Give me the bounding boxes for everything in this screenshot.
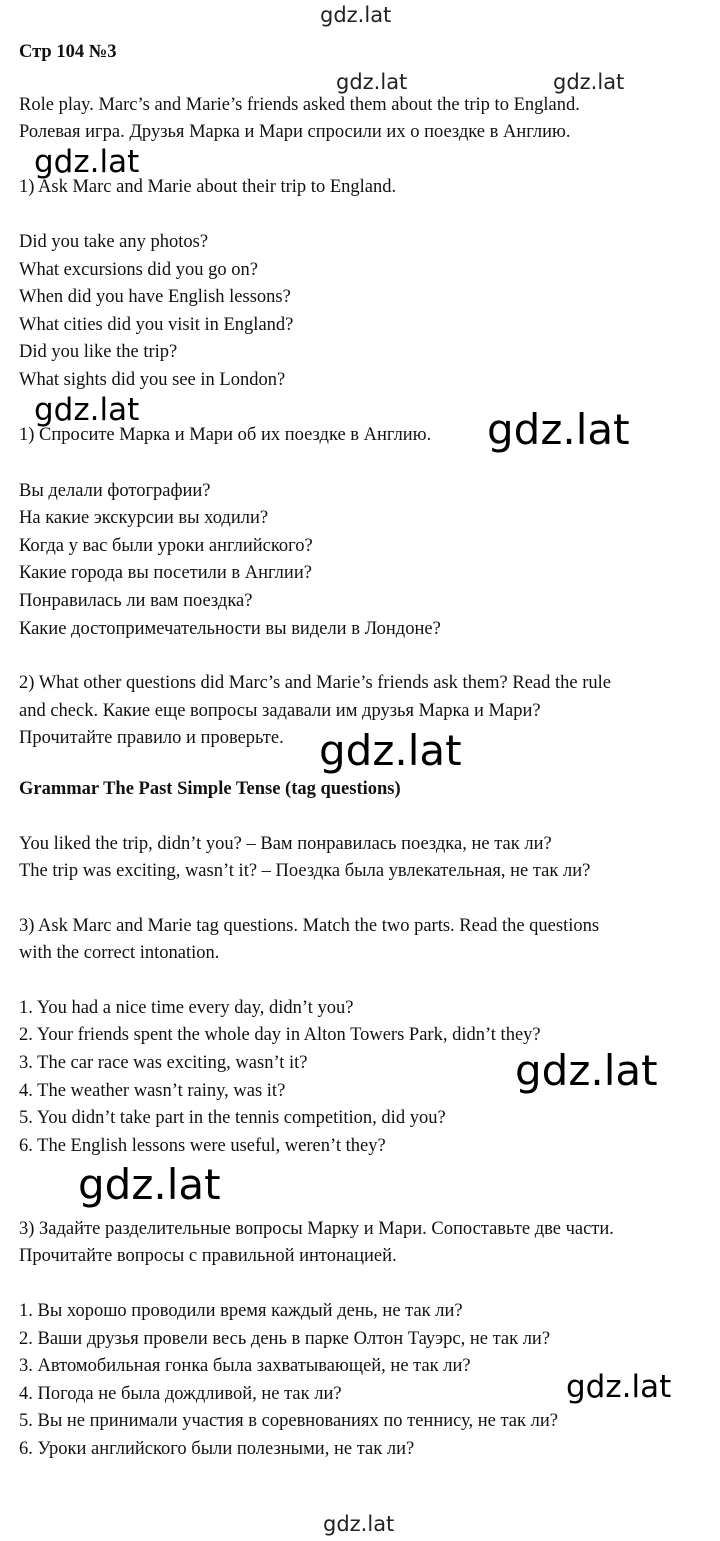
- watermark: gdz.lat: [515, 1046, 658, 1095]
- watermark: gdz.lat: [78, 1160, 221, 1209]
- task3-english-item: 6. The English lessons were useful, weren’t they?: [19, 1136, 386, 1156]
- intro-russian: Ролевая игра. Друзья Марка и Мари спросили их о поездке в Англию.: [19, 122, 571, 142]
- task3-russian-heading: 3) Задайте разделительные вопросы Марку и Мари. Сопоставьте две части.: [19, 1219, 614, 1239]
- task3-russian-item: 5. Вы не принимали участия в соревнованиях по теннису, не так ли?: [19, 1411, 558, 1431]
- task1-russian-question: На какие экскурсии вы ходили?: [19, 508, 269, 528]
- task3-english-item: 3. The car race was exciting, wasn’t it?: [19, 1053, 308, 1073]
- task1-russian-heading: 1) Спросите Марка и Мари об их поездке в Англию.: [19, 425, 432, 445]
- task3-russian-item: 2. Ваши друзья провели весь день в парке Олтон Тауэрс, не так ли?: [19, 1329, 551, 1349]
- grammar-title: Grammar The Past Simple Tense (tag questions): [19, 779, 401, 799]
- task3-russian-item: 1. Вы хорошо проводили время каждый день, не так ли?: [19, 1301, 463, 1321]
- intro-english: Role play. Marc’s and Marie’s friends asked them about the trip to England.: [19, 95, 580, 115]
- task3-english-heading: 3) Ask Marc and Marie tag questions. Match the two parts. Read the questions: [19, 916, 600, 936]
- task1-english-question: When did you have English lessons?: [19, 287, 291, 307]
- task1-english-question: Did you like the trip?: [19, 342, 178, 362]
- task1-english-question: What sights did you see in London?: [19, 370, 286, 390]
- grammar-example: The trip was exciting, wasn’t it? – Поездка была увлекательная, не так ли?: [19, 861, 591, 881]
- task1-russian-question: Когда у вас были уроки английского?: [19, 536, 313, 556]
- task1-english-question: What excursions did you go on?: [19, 260, 258, 280]
- task3-english-heading: with the correct intonation.: [19, 943, 220, 963]
- task1-english-question: What cities did you visit in England?: [19, 315, 294, 335]
- task3-english-item: 4. The weather wasn’t rainy, was it?: [19, 1081, 286, 1101]
- task3-english-item: 5. You didn’t take part in the tennis competition, did you?: [19, 1108, 446, 1128]
- task1-russian-question: Понравилась ли вам поездка?: [19, 591, 253, 611]
- task2-text: 2) What other questions did Marc’s and Marie’s friends ask them? Read the rule: [19, 673, 612, 693]
- task1-russian-question: Какие города вы посетили в Англии?: [19, 563, 312, 583]
- task3-english-item: 1. You had a nice time every day, didn’t you?: [19, 998, 354, 1018]
- task1-russian-question: Вы делали фотографии?: [19, 481, 211, 501]
- task3-russian-item: 3. Автомобильная гонка была захватывающей, не так ли?: [19, 1356, 471, 1376]
- watermark: gdz.lat: [323, 1512, 395, 1536]
- task1-english-question: Did you take any photos?: [19, 232, 209, 252]
- watermark: gdz.lat: [487, 405, 630, 454]
- task1-english-heading: 1) Ask Marc and Marie about their trip to England.: [19, 177, 397, 197]
- watermark: gdz.lat: [320, 3, 392, 27]
- watermark: gdz.lat: [553, 70, 625, 94]
- task1-russian-question: Какие достопримечательности вы видели в Лондоне?: [19, 619, 441, 639]
- task2-text: and check. Какие еще вопросы задавали им друзья Марка и Мари?: [19, 701, 541, 721]
- watermark: gdz.lat: [34, 144, 140, 180]
- task3-russian-heading: Прочитайте вопросы с правильной интонацией.: [19, 1246, 397, 1266]
- task3-english-item: 2. Your friends spent the whole day in Alton Towers Park, didn’t they?: [19, 1025, 541, 1045]
- page-title: Стр 104 №3: [19, 42, 117, 62]
- watermark: gdz.lat: [566, 1369, 672, 1405]
- watermark: gdz.lat: [34, 392, 140, 428]
- watermark: gdz.lat: [319, 726, 462, 775]
- task3-russian-item: 4. Погода не была дождливой, не так ли?: [19, 1384, 342, 1404]
- task2-text: Прочитайте правило и проверьте.: [19, 728, 284, 748]
- task3-russian-item: 6. Уроки английского были полезными, не так ли?: [19, 1439, 415, 1459]
- grammar-example: You liked the trip, didn’t you? – Вам понравилась поездка, не так ли?: [19, 834, 552, 854]
- watermark: gdz.lat: [336, 70, 408, 94]
